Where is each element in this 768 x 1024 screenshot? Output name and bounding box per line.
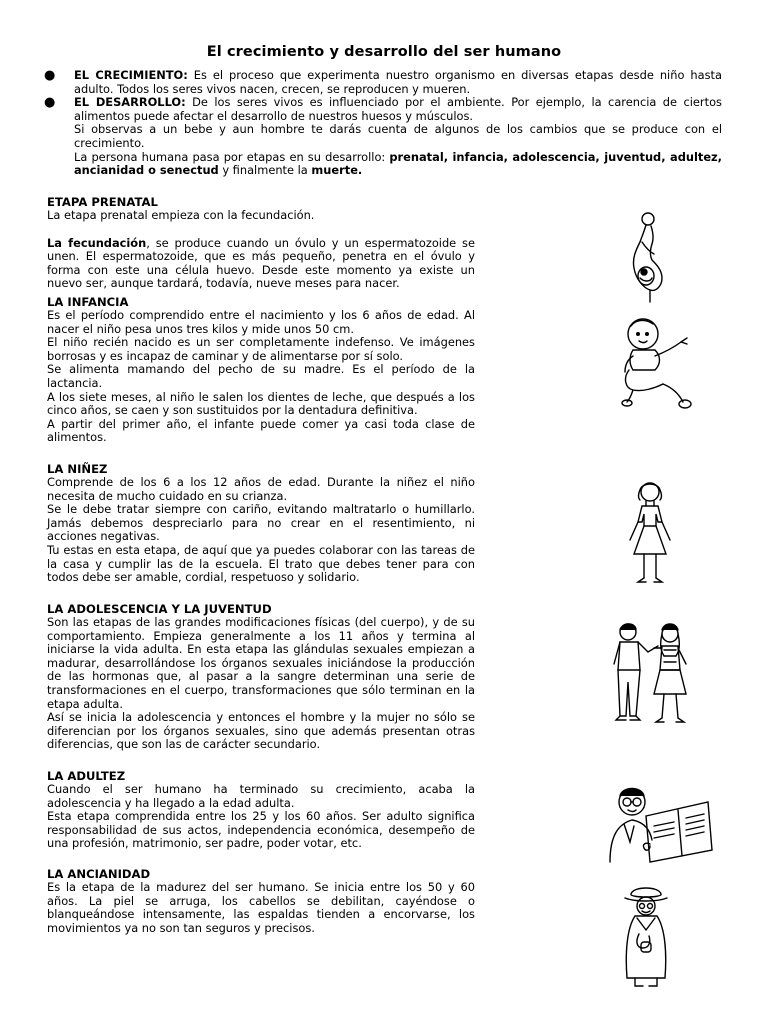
paragraph: A partir del primer año, el infante puede comer ya casi toda clase de alimentos.: [47, 416, 475, 445]
baby-illustration: [615, 312, 695, 410]
pregnant-woman-illustration: [620, 208, 670, 303]
intro-item-desarrollo: [44, 96, 722, 178]
paragraph: A los siete meses, al niño le salen los dientes de leche, que después a los cinco años, se caen y son sustituidos por la dentadura definitiva.: [47, 389, 475, 418]
section-infancia: [47, 295, 475, 445]
intro-item-crecimiento: [44, 69, 722, 96]
paragraph: Es la etapa de la madurez del ser humano. Se inicia entre los 50 y 60 años. La piel se arruga, los cabellos se debilitan, cayéndose o blanqueándose intensamente, las espaldas tienden a encorvarse, los movimientos ya no son tan seguros y precisos.: [47, 880, 475, 935]
paragraph: Son las etapas de las grandes modificaciones físicas (del cuerpo), y de su comportamiento. Empieza generalmente a los 11 años y termina al iniciarse la vida adulta. En esta etapa las glándulas sexuales empiezan a madurar, desarrollándose los órganos sexuales iniciándose la producción de las hormonas que, al pasar a la sangre determinan una serie de transformaciones en el cuerpo, transformaciones que sólo terminan en la etapa adulta.: [47, 615, 475, 711]
intro-list: [44, 69, 722, 178]
paragraph: La etapa prenatal empieza con la fecundación.: [47, 208, 315, 222]
paragraph: Cuando el ser humano ha terminado su crecimiento, acaba la adolescencia y ha llegado a la edad adulta.: [47, 782, 475, 810]
page-title: El crecimiento y desarrollo del ser humano: [206, 44, 562, 60]
paragraph: Comprende de los 6 a los 12 años de edad. Durante la niñez el niño necesita de mucho cuidado en su crianza.: [47, 475, 475, 503]
section-ninez: [47, 462, 475, 585]
paragraph: Así se inicia la adolescencia y entonces el hombre y la mujer no sólo se diferencian por los órganos sexuales, sino que además presentan otras diferencias, que son las de carácter secundario.: [47, 710, 475, 752]
crecimiento-text: Es el proceso que experimenta nuestro organismo en diversas etapas desde niño hasta adulto. Todos los seres vivos nacen, crecen, se reproducen y mueren.: [74, 68, 722, 96]
etapas-text: La persona humana pasa por etapas en su desarrollo: prenatal, infancia, adolescencia, juventud, adultez, ancianidad o senectud y finalmente la muerte.: [74, 149, 722, 178]
paragraph: La fecundación, se produce cuando un óvulo y un espermatozoide se unen. El espermatozoide, que es más pequeño, penetra en el óvulo y forma con este una célula huevo. Desde este momento ya existe un nuevo ser, aunque tardará, todavía, nueve meses para nacer.: [47, 235, 476, 291]
paragraph: Esta etapa comprendida entre los 25 y los 60 años. Ser adulto significa responsabilidad de sus actos, independencia económica, desempeño de una profesión, matrimonio, ser padre, poder votar, etc.: [47, 809, 475, 851]
paragraph: Se alimenta mamando del pecho de su madre. Es el período de la lactancia.: [47, 362, 475, 390]
section-prenatal: [47, 195, 475, 291]
section-heading: LA INFANCIA: [47, 295, 129, 309]
section-heading: LA ADULTEZ: [47, 769, 126, 783]
desarrollo-text: De los seres vivos es influenciado por el ambiente. Por ejemplo, la carencia de ciertos alimentos puede afectar el desarrollo de nuestros huesos y músculos.: [74, 95, 722, 123]
crecimiento-label: EL CRECIMIENTO:: [74, 68, 188, 82]
desarrollo-label: EL DESARROLLO:: [74, 95, 186, 110]
section-ancianidad: [47, 867, 475, 935]
paragraph: Se le debe tratar siempre con cariño, evitando maltratarlo o humillarlo. Jamás debemos despreciarlo para no crear en el resentimiento, ni acciones negativas.: [47, 502, 475, 544]
paragraph: Es el período comprendido entre el nacimiento y los 6 años de edad. Al nacer el niño pesa unos tres kilos y mide unos 50 cm.: [47, 308, 475, 336]
girl-illustration: [620, 478, 680, 590]
section-heading: ETAPA PRENATAL: [47, 195, 158, 209]
section-adolescencia: [47, 602, 475, 752]
elderly-woman-illustration: [615, 882, 677, 990]
etapas-final: muerte.: [311, 163, 363, 178]
bullet-icon: ●: [44, 68, 56, 83]
section-heading: LA NIÑEZ: [47, 462, 108, 476]
section-adultez: [47, 769, 475, 851]
observa-text: Si observas a un bebe y aun hombre te darás cuenta de algunos de los cambios que se produce con el crecimiento.: [74, 122, 722, 150]
paragraph: El niño recién nacido es un ser completamente indefenso. Ve imágenes borrosas y es incapaz de caminar y de alimentarse por sí solo.: [47, 335, 475, 363]
section-heading: LA ADOLESCENCIA Y LA JUVENTUD: [47, 602, 272, 616]
adult-reading-newspaper-illustration: [604, 780, 716, 864]
adolescent-couple-illustration: [612, 620, 702, 726]
section-heading: LA ANCIANIDAD: [47, 867, 151, 881]
paragraph: Tu estas en esta etapa, de aquí que ya puedes colaborar con las tareas de la casa y cumplir las de la escuela. El trato que debes tener para con todos debe ser amable, cordial, respetuoso y solidario.: [47, 542, 475, 585]
bullet-icon: ●: [44, 95, 56, 111]
etapas-list: prenatal, infancia, adolescencia, juventud, adultez, ancianidad o senectud: [74, 149, 722, 178]
